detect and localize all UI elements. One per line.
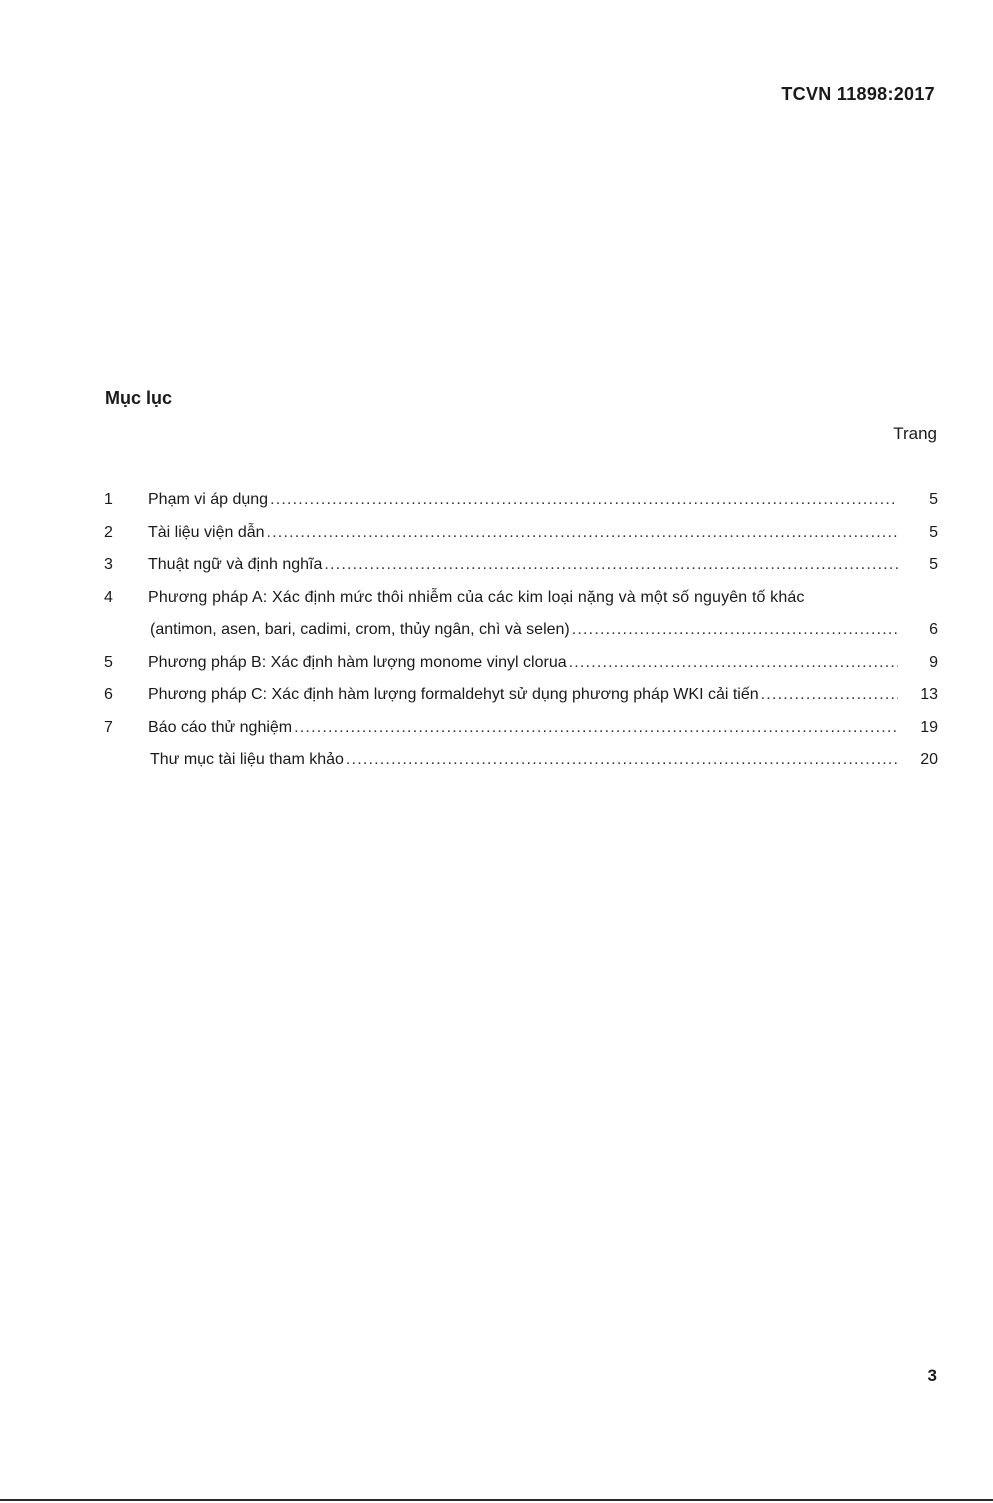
page-bottom-edge <box>0 1499 993 1501</box>
toc-entry-label-continued: (antimon, asen, bari, cadimi, crom, thủy ngân, chì và selen) <box>150 621 570 638</box>
toc-entry-continuation[interactable] <box>104 614 938 647</box>
toc-entry-label: Tài liệu viện dẫn <box>148 523 265 541</box>
toc-entry-page: 5 <box>929 556 938 573</box>
toc-entry-number: 5 <box>104 653 113 671</box>
toc-entry-page: 13 <box>920 686 938 703</box>
toc-leader-dots <box>569 647 898 680</box>
toc-entry-label: Thư mục tài liệu tham khảo <box>150 751 344 768</box>
toc-entry-label: Thuật ngữ và định nghĩa <box>148 556 323 573</box>
toc-entry[interactable] <box>104 712 938 745</box>
toc-entry-page: 5 <box>929 523 938 541</box>
toc-entry[interactable] <box>104 549 938 582</box>
toc-leader-dots <box>346 744 898 777</box>
toc-entry-number: 4 <box>104 588 113 606</box>
toc-entry-number: 7 <box>104 718 113 736</box>
toc-entry-number: 1 <box>104 491 113 508</box>
toc-entry[interactable] <box>104 647 938 680</box>
toc-entry-page: 5 <box>929 491 938 508</box>
toc-leader-dots <box>761 679 898 712</box>
toc-entry-label: Báo cáo thử nghiệm <box>148 718 293 736</box>
page-column-label: Trang <box>893 424 937 443</box>
toc-entry-number: 3 <box>104 556 113 573</box>
toc-entry[interactable] <box>104 679 938 712</box>
toc-entry-page: 6 <box>929 621 938 638</box>
toc-leader-dots <box>572 614 898 647</box>
toc-entry-page: 20 <box>920 751 938 768</box>
toc-leader-dots <box>270 484 898 517</box>
toc-entry-number: 6 <box>104 686 113 703</box>
toc-entry-number: 2 <box>104 523 113 541</box>
toc-leader-dots <box>267 517 898 550</box>
toc-entry-label: Phương pháp C: Xác định hàm lượng formaldehyt sử dụng phương pháp WKI cải tiến <box>148 686 759 703</box>
toc-entry[interactable] <box>104 582 938 615</box>
page-number: 3 <box>927 1366 937 1385</box>
toc-entry-page: 9 <box>929 653 938 671</box>
toc-title: Mục lục <box>105 388 173 408</box>
toc-entry-label: Phương pháp B: Xác định hàm lượng monome vinyl clorua <box>148 653 567 671</box>
toc-entry-page: 19 <box>920 718 938 736</box>
table-of-contents <box>104 484 938 777</box>
toc-entry[interactable] <box>104 744 938 777</box>
toc-entry-label: Phương pháp A: Xác định mức thôi nhiễm của các kim loại nặng và một số nguyên tố khác <box>148 588 805 606</box>
toc-entry-label: Phạm vi áp dụng <box>148 491 269 508</box>
toc-leader-dots <box>324 549 898 582</box>
toc-leader-dots <box>294 712 898 745</box>
toc-entry[interactable] <box>104 517 938 550</box>
toc-entry[interactable] <box>104 484 938 517</box>
standard-code: TCVN 11898:2017 <box>781 84 935 104</box>
